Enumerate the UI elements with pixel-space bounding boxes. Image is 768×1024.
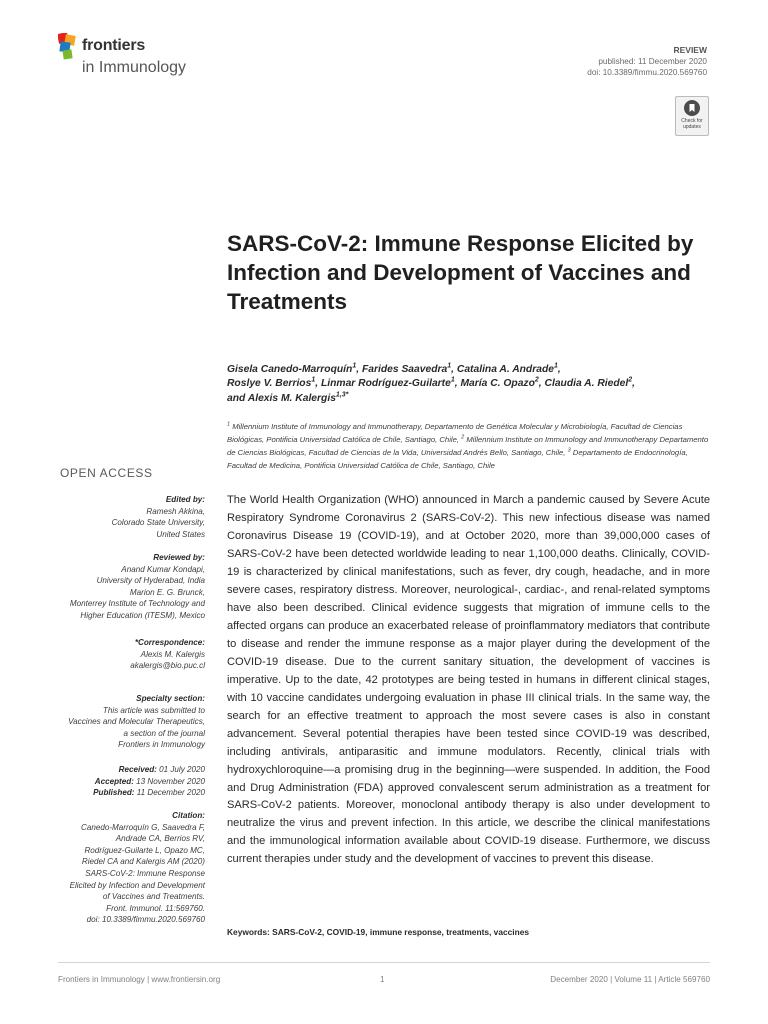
footer-issue-info: December 2020 | Volume 11 | Article 569760 bbox=[550, 975, 710, 984]
author-line: Gisela Canedo-Marroquín$^1$, Farides Saavedra$^1$, Catalina A. Andrade$^1$, bbox=[227, 362, 561, 375]
citation-heading: Citation: bbox=[172, 811, 205, 820]
bookmark-icon bbox=[684, 100, 700, 116]
edited-by-heading: Edited by: bbox=[165, 495, 205, 504]
article-title: SARS-CoV-2: Immune Response Elicited by Infection and Development of Vaccines and Treatments bbox=[227, 231, 694, 314]
page-number: 1 bbox=[380, 975, 385, 984]
dates-section bbox=[37, 764, 205, 799]
affiliation-text: Millennium Institute on Immunology and Immunotherapy Departamento de Ciencias Biológicas, Facultad de Ciencias de la Vida, Universidad Andrés Bello, Santiago, Chile, bbox=[227, 435, 709, 457]
citation-line: Andrade CA, Berrios RV, bbox=[115, 834, 205, 844]
citation-line: Elicited by Infection and Development bbox=[69, 880, 205, 890]
received-date bbox=[37, 764, 205, 776]
author-name[interactable]: María C. Opazo bbox=[460, 378, 535, 390]
footer-journal-link[interactable]: Frontiers in Immunology | www.frontiersin.org bbox=[58, 975, 221, 984]
specialty-line: a section of the journal bbox=[123, 728, 205, 738]
journal-logo[interactable] bbox=[58, 33, 228, 81]
citation-line: SARS-CoV-2: Immune Response bbox=[85, 868, 205, 878]
journal-brand: frontiers bbox=[82, 37, 146, 54]
reviewer-line: Monterrey Institute of Technology and bbox=[69, 599, 205, 609]
author-affiliation-marker: 1 bbox=[352, 362, 357, 370]
author-line bbox=[227, 392, 697, 406]
affiliation-marker: 3 bbox=[567, 447, 571, 454]
article-type: REVIEW bbox=[673, 45, 707, 55]
accepted-value: 13 November 2020 bbox=[136, 776, 205, 786]
citation-section bbox=[37, 810, 205, 926]
received-label: Received: bbox=[118, 765, 157, 774]
accepted-label: Accepted: bbox=[94, 776, 134, 786]
author-affiliation-marker: 2 bbox=[628, 376, 633, 384]
author-affiliation-marker: 1 bbox=[311, 376, 316, 384]
accepted-date bbox=[37, 776, 205, 788]
author-list bbox=[227, 363, 697, 406]
correspondence-email[interactable]: akalergis@bio.puc.cl bbox=[130, 661, 205, 671]
affiliations bbox=[227, 420, 717, 472]
author-name[interactable]: Linmar Rodríguez-Guilarte bbox=[320, 378, 451, 390]
affiliation-marker: 1 bbox=[227, 421, 231, 428]
correspondence-heading: *Correspondence: bbox=[134, 638, 205, 647]
journal-name: in Immunology bbox=[82, 59, 187, 76]
article-doi[interactable]: doi: 10.3389/fimmu.2020.569760 bbox=[587, 68, 707, 77]
published-label: Published: bbox=[93, 788, 135, 798]
check-for-updates-button[interactable] bbox=[675, 96, 709, 136]
published-date: published: 11 December 2020 bbox=[598, 57, 707, 66]
check-for-updates-label: Check for updates bbox=[681, 118, 703, 130]
reviewed-by-heading: Reviewed by: bbox=[153, 553, 205, 562]
affiliation-text: Departamento de Endocrinología, Facultad de Medicina, Pontificia Universidad Católica de Chile, Santiago, Chile bbox=[227, 448, 688, 470]
author-line: Roslye V. Berrios$^1$, Linmar Rodríguez-Guilarte$^1$, María C. Opazo$^2$, Claudia A. Riedel$^2$, bbox=[227, 376, 636, 390]
reviewer-line: Anand Kumar Kondapi, bbox=[121, 564, 205, 574]
citation-line: Riedel CA and Kalergis AM (2020) bbox=[81, 857, 205, 867]
keywords: Keywords: SARS-CoV-2, COVID-19, immune response, treatments, vaccines bbox=[227, 927, 530, 937]
correspondence-section bbox=[37, 637, 205, 672]
author-name[interactable]: Claudia A. Riedel bbox=[544, 378, 629, 390]
reviewed-by-section bbox=[37, 552, 205, 622]
citation-line: of Vaccines and Treatments. bbox=[102, 892, 205, 902]
affiliation-marker: 2 bbox=[461, 434, 465, 441]
author-affiliation-marker: 1 bbox=[450, 376, 455, 384]
published-value: 11 December 2020 bbox=[136, 788, 205, 798]
reviewer-line: Marion E. G. Brunck, bbox=[129, 587, 205, 597]
specialty-heading: Specialty section: bbox=[136, 694, 205, 703]
published-date-side bbox=[37, 787, 205, 799]
editor-line: United States bbox=[156, 529, 205, 539]
citation-doi[interactable]: doi: 10.3389/fimmu.2020.569760 bbox=[86, 915, 205, 925]
author-name[interactable]: Gisela Canedo-Marroquín bbox=[227, 364, 353, 375]
edited-by-section bbox=[37, 494, 205, 540]
reviewer-line: University of Hyderabad, India bbox=[96, 576, 205, 586]
citation-line: Rodríguez-Guilarte L, Opazo MC, bbox=[84, 845, 205, 855]
correspondence-name: Alexis M. Kalergis bbox=[140, 649, 205, 659]
specialty-section bbox=[37, 693, 205, 751]
affiliation-text: Millennium Institute of Immunology and Immunotherapy, Departamento de Genética Molecular y Microbiología, Facultad de Ciencias Biológicas, Pontificia Universidad Católica de Chile, Santiago, Chile, bbox=[227, 422, 683, 444]
citation-line: Canedo-Marroquín G, Saavedra F, bbox=[80, 822, 205, 832]
footer-divider bbox=[58, 962, 710, 963]
author-affiliation-marker: 1,3* bbox=[335, 391, 349, 399]
author-name[interactable]: Roslye V. Berrios bbox=[227, 378, 312, 390]
specialty-line: This article was submitted to bbox=[102, 705, 205, 715]
specialty-line: Frontiers in Immunology bbox=[118, 740, 205, 750]
author-name[interactable]: Catalina A. Andrade bbox=[456, 364, 554, 375]
author-affiliation-marker: 1 bbox=[553, 362, 558, 370]
frontiers-logo-icon bbox=[58, 33, 80, 61]
editor-line: Ramesh Akkina, bbox=[146, 506, 205, 516]
editor-line: Colorado State University, bbox=[111, 518, 205, 528]
open-access-label: OPEN ACCESS bbox=[60, 466, 153, 480]
received-value: 01 July 2020 bbox=[159, 765, 205, 774]
specialty-line: Vaccines and Molecular Therapeutics, bbox=[68, 717, 205, 727]
author-affiliation-marker: 2 bbox=[534, 376, 539, 384]
author-name[interactable]: and Alexis M. Kalergis bbox=[227, 392, 336, 404]
author-name[interactable]: Farides Saavedra bbox=[361, 364, 448, 375]
author-affiliation-marker: 1 bbox=[447, 362, 452, 370]
reviewer-line: Higher Education (ITESM), Mexico bbox=[80, 610, 205, 620]
citation-line: Front. Immunol. 11:569760. bbox=[106, 903, 205, 913]
abstract: The World Health Organization (WHO) announced in March a pandemic caused by Severe Acute Respiratory Syndrome Coronavirus 2 (SARS-CoV-2). This new infectious disease was named Coronavirus Disease 19 (COVID-19), and at October 2020, more than 39,000,000 cases of SARS-CoV-2 have been detected worldwide leading to near 1,100,000 deaths. Clinically, COVID-19 is characterized by clinical manifestations, such as fever, dry cough, headache, and in more severe cases, respiratory distress. Moreover, neurological-, cardiac-, and renal-related symptoms have also been described. Clinical evidence suggests that migration of immune cells to the affected organs can produce an exacerbated release of proinflammatory mediators that contribute to disease and render the immune response as a major player during the development of the COVID-19 disease. Due to the current sanitary situation, the development of vaccines is imperative. Up to the date, 42 prototypes are being tested in humans in different clinical stages, with 10 vaccine candidates undergoing evaluation in phase III clinical trials. In the same way, the search for an effective treatment to approach the most severe cases is also in constant advancement. Several potential therapies have been tested since COVID-19 was described, including antivirals, antiparasitic and immune modulators. Recently, clinical trials with hydroxychloroquine—a promising drug in the beginning—were suspended. In addition, the Food and Drug Administration (FDA) approved convalescent serum administration as a treatment for SARS-CoV-2 patients. Moreover, monoclonal antibody therapy is also under development to neutralize the virus and prevent infection. In this article, we describe the clinical manifestations and the immunological information available about COVID-19 disease. Furthermore, we discuss current therapies under study and the development of vaccines to prevent this disease. bbox=[227, 494, 710, 866]
